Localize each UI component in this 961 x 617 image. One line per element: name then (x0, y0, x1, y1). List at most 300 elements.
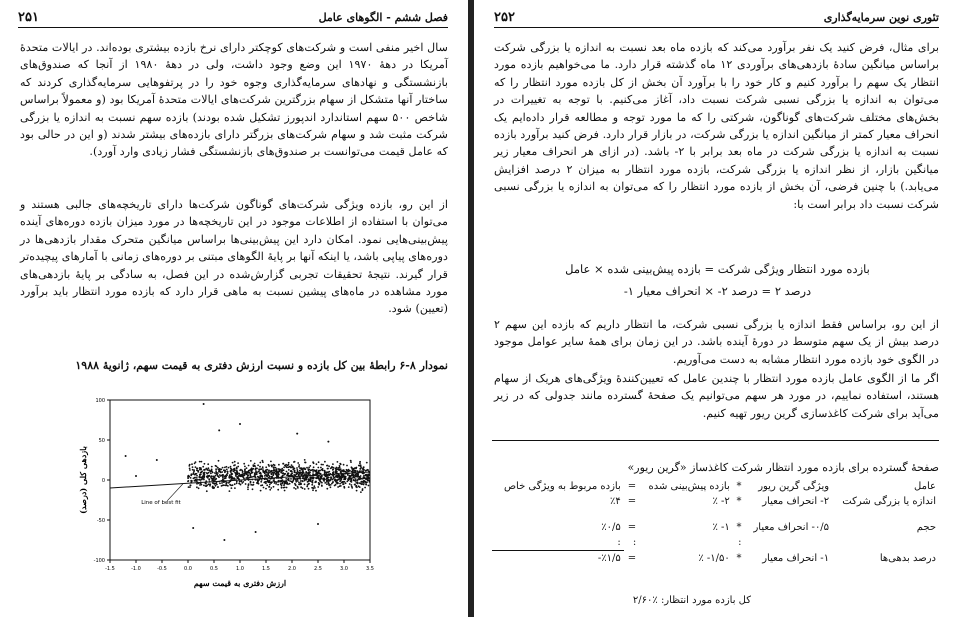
data-point (306, 486, 308, 488)
data-point (302, 468, 304, 470)
data-point (294, 470, 296, 472)
table-row (492, 520, 939, 535)
data-point (343, 464, 345, 466)
data-point (236, 481, 238, 483)
data-point (288, 469, 290, 471)
data-point (302, 481, 304, 483)
data-point (265, 469, 267, 471)
data-point (327, 478, 329, 480)
data-point (289, 483, 291, 485)
data-point (207, 463, 209, 465)
table-title: صفحهٔ گسترده برای بازده مورد انتظار شرکت کاغذساز «گرین ریور» (627, 461, 939, 474)
left-running-title: فصل ششم - الگوهای عامل (318, 11, 448, 24)
data-point-outlier (317, 523, 319, 525)
data-point (270, 487, 272, 489)
data-point (245, 473, 247, 475)
data-point (359, 462, 361, 464)
data-point (326, 488, 328, 490)
data-point (259, 462, 261, 464)
x-tick-label: 2.5 (314, 566, 322, 572)
data-point (187, 475, 189, 477)
data-point (223, 469, 225, 471)
data-point (264, 473, 266, 475)
data-point (350, 478, 352, 480)
data-point (293, 478, 295, 480)
table-cell: ۲- ٪ (712, 496, 730, 507)
data-point (189, 484, 191, 486)
data-point (204, 472, 206, 474)
data-point (337, 486, 339, 488)
data-point (253, 482, 255, 484)
data-point (250, 473, 252, 475)
table-cell: حجم (916, 522, 936, 533)
data-point (282, 475, 284, 477)
data-point (259, 472, 261, 474)
data-point (268, 465, 270, 467)
data-point (254, 463, 256, 465)
data-point (354, 475, 356, 477)
data-point (208, 472, 210, 474)
data-point-outlier (296, 433, 298, 435)
data-point (244, 468, 246, 470)
data-point (234, 461, 236, 463)
data-point (263, 482, 265, 484)
left-page-header (18, 8, 448, 28)
data-point (199, 474, 201, 476)
data-point (260, 485, 262, 487)
table-header-cell: * (736, 481, 742, 492)
data-point-outlier (135, 475, 137, 477)
x-tick-label: 0.5 (210, 566, 218, 572)
data-point (222, 478, 224, 480)
data-point (353, 476, 355, 478)
data-point (240, 484, 242, 486)
data-point (278, 480, 280, 482)
data-point (281, 469, 283, 471)
data-point (297, 480, 299, 482)
data-point (288, 466, 290, 468)
data-point (332, 463, 334, 465)
data-point (343, 486, 345, 488)
data-point (350, 460, 352, 462)
data-point (203, 473, 205, 475)
table-cell: درصد بدهی‌ها (879, 552, 936, 564)
data-point (234, 472, 236, 474)
total-expected-return (633, 595, 751, 606)
data-point (287, 483, 289, 485)
data-point (209, 485, 211, 487)
data-point (319, 472, 321, 474)
data-point (328, 465, 330, 467)
data-point (289, 480, 291, 482)
data-point (200, 477, 202, 479)
data-point (362, 468, 364, 470)
data-point-outlier (218, 429, 220, 431)
data-point (296, 477, 298, 479)
data-point (246, 467, 248, 469)
data-point (224, 467, 226, 469)
data-point (291, 472, 293, 474)
data-point (352, 473, 354, 475)
table-header-cell: بازده پیش‌بینی شده (648, 481, 730, 492)
data-point (337, 461, 339, 463)
data-point (312, 487, 314, 489)
data-point (241, 482, 243, 484)
y-tick-label: 100 (95, 398, 105, 404)
data-point (312, 482, 314, 484)
data-point (356, 486, 358, 488)
figure-title: نمودار ۸-۶ رابطهٔ بین کل بازده و نسبت ارزش دفتری به قیمت سهم، ژانویهٔ ۱۹۸۸ (75, 359, 448, 372)
spreadsheet-grid (492, 479, 939, 566)
data-point (206, 490, 208, 492)
data-point (363, 477, 365, 479)
data-point (356, 480, 358, 482)
data-point (342, 482, 344, 484)
data-point (232, 462, 234, 464)
data-point (221, 471, 223, 473)
table-cell: ۰/۵- انحراف معیار (753, 522, 830, 533)
data-point (322, 464, 324, 466)
data-point (279, 469, 281, 471)
data-point (312, 461, 314, 463)
data-point (298, 482, 300, 484)
y-tick-label: 0 (101, 478, 105, 484)
data-point (269, 484, 271, 486)
data-point (276, 470, 278, 472)
data-point (354, 470, 356, 472)
data-point (237, 473, 239, 475)
table-cell: = (627, 496, 637, 507)
data-point (194, 480, 196, 482)
data-point (353, 468, 355, 470)
data-point (201, 461, 203, 463)
data-point (224, 478, 226, 480)
data-point (188, 480, 190, 482)
data-point (276, 473, 278, 475)
data-point (191, 463, 193, 465)
data-point (339, 483, 341, 485)
data-point (363, 480, 365, 482)
data-point (286, 487, 288, 489)
data-point (259, 466, 261, 468)
data-point (250, 476, 252, 478)
data-point (195, 473, 197, 475)
data-point (349, 483, 351, 485)
data-point (327, 471, 329, 473)
data-point (217, 472, 219, 474)
data-point (274, 472, 276, 474)
data-point (287, 465, 289, 467)
data-point (296, 467, 298, 469)
data-point (202, 475, 204, 477)
data-point (262, 468, 264, 470)
data-point (231, 487, 233, 489)
best-fit-annotation: Line of best fit (141, 500, 181, 506)
data-point (275, 483, 277, 485)
data-point (336, 476, 338, 478)
data-point-outlier (327, 441, 329, 443)
data-point (344, 479, 346, 481)
data-point (230, 466, 232, 468)
data-point (341, 478, 343, 480)
data-point (190, 477, 192, 479)
y-tick-label: -100 (93, 558, 105, 564)
data-point (225, 485, 227, 487)
data-point (298, 466, 300, 468)
data-point (347, 474, 349, 476)
data-point (271, 470, 273, 472)
data-point (327, 465, 329, 467)
table-row (492, 535, 939, 551)
data-point (320, 477, 322, 479)
x-tick-label: 1.0 (236, 566, 244, 572)
data-point (211, 480, 213, 482)
data-point (365, 483, 367, 485)
right-paragraph-1: برای مثال، فرض کنید یک نفر برآورد می‌کند که بازده ماه بعد نسبت به اندازه یا بزرگی شرکت براساس میانگین سادهٔ بازدهی‌های برآوردی ۱۲ ماه گذشته قرار دارد. ما می‌خواهیم بازده مورد انتظار یک سهم را برآورد کنیم و کار خود را با برآورد آن بخش از کل بازده مورد انتظار را که می‌توان به اندازه یا بزرگی نسبی شرکت نسبت داد، آغاز می‌کنیم. با توجه به تغییرات در بخش‌های مختلف شرکت‌های گوناگون، شرکتی را که ما مورد توجه و مطالعه قرار داده‌ایم یک انحراف معیار کمتر از میانگین اندازه یا بزرگی شرکت، در بازار قرار دارد. فرض کنید برآورد بازده نسبت به اندازه یا بزرگی شرکت در ماه بعد برابر با ۲- باشد. (در ازای هر انحراف معیار زیر میانگین بازار، از نظر اندازه یا بزرگی شرکت، بازده مورد انتظار به میزان ۲ درصد افزایش می‌یابد.) با چنین فرضی، آن بخش از بازده مورد انتظار را که می‌توان به اندازه یا بزرگی نسبی شرکت نسبت داد برابر است با: (494, 41, 940, 211)
data-point (268, 475, 270, 477)
data-point (201, 470, 203, 472)
data-point (271, 476, 273, 478)
data-point-outlier (156, 459, 158, 461)
data-point (304, 462, 306, 464)
data-point (360, 491, 362, 493)
data-point (277, 472, 279, 474)
data-point (271, 473, 273, 475)
data-point (299, 473, 301, 475)
data-point (312, 471, 314, 473)
data-point (283, 487, 285, 489)
data-point (277, 489, 279, 491)
data-point (367, 479, 369, 481)
data-point (240, 480, 242, 482)
data-point (227, 471, 229, 473)
data-point (307, 481, 309, 483)
data-point (193, 472, 195, 474)
y-axis-label: بازدهی کلی (درصد) (78, 446, 88, 514)
data-point (275, 467, 277, 469)
data-point (287, 479, 289, 481)
data-point (211, 466, 213, 468)
data-point (340, 477, 342, 479)
data-point (273, 486, 275, 488)
data-point (290, 478, 292, 480)
annotation-pointer (167, 484, 183, 501)
data-point (198, 487, 200, 489)
table-header-cell: بازده مربوط به ویژگی خاص (503, 481, 621, 492)
table-cell: * (736, 496, 742, 507)
data-point (262, 466, 264, 468)
data-point (242, 471, 244, 473)
data-point (316, 463, 318, 465)
data-point (234, 478, 236, 480)
data-point (359, 482, 361, 484)
data-point (300, 486, 302, 488)
data-point (187, 477, 189, 479)
data-point (299, 467, 301, 469)
data-point (231, 476, 233, 478)
data-point (252, 488, 254, 490)
table-cell: = (627, 522, 637, 533)
table-header-cell: عامل (914, 481, 936, 492)
data-point (250, 484, 252, 486)
data-point (281, 487, 283, 489)
table-cell (745, 535, 833, 551)
data-point (361, 483, 363, 485)
table-cell: * (736, 522, 742, 533)
data-point (189, 468, 191, 470)
data-point (250, 482, 252, 484)
data-point (272, 474, 274, 476)
right-page (474, 0, 961, 617)
data-point (334, 485, 336, 487)
data-point (276, 476, 278, 478)
data-point (366, 476, 368, 478)
data-point (345, 482, 347, 484)
data-point (248, 484, 250, 486)
data-point (333, 467, 335, 469)
data-point (331, 467, 333, 469)
data-point (282, 463, 284, 465)
data-point (365, 470, 367, 472)
right-running-title: تئوری نوین سرمایه‌گذاری (823, 11, 939, 24)
data-point (326, 481, 328, 483)
data-point (304, 480, 306, 482)
data-point (192, 466, 194, 468)
data-point (248, 465, 250, 467)
data-point (318, 484, 320, 486)
data-point (215, 465, 217, 467)
data-point (258, 468, 260, 470)
table-cell: ۱- انحراف معیار (762, 552, 830, 564)
table-cell (832, 535, 939, 551)
data-point (232, 477, 234, 479)
data-point (253, 484, 255, 486)
data-point (340, 485, 342, 487)
scatter-chart (70, 380, 400, 610)
data-point (324, 461, 326, 463)
spreadsheet-table (492, 440, 939, 566)
table-cell: : (617, 537, 621, 548)
data-point (218, 460, 220, 462)
data-point (260, 481, 262, 483)
table-cell: ٪۰/۵ (601, 522, 621, 533)
data-point (247, 474, 249, 476)
data-point (219, 470, 221, 472)
data-point (312, 489, 314, 491)
data-point (217, 475, 219, 477)
y-tick-label: 50 (98, 438, 105, 444)
data-point (208, 478, 210, 480)
data-point (354, 484, 356, 486)
data-point (202, 478, 204, 480)
data-point (327, 481, 329, 483)
data-point (271, 481, 273, 483)
data-point (213, 477, 215, 479)
data-point (257, 476, 259, 478)
data-point (269, 489, 271, 491)
data-point (336, 479, 338, 481)
data-point (260, 468, 262, 470)
data-point (217, 486, 219, 488)
data-point (290, 470, 292, 472)
total-value: ٪۲/۶۰ (632, 595, 658, 606)
data-point (245, 477, 247, 479)
data-point (245, 483, 247, 485)
data-point (359, 477, 361, 479)
data-point (218, 469, 220, 471)
data-point (304, 488, 306, 490)
table-header-cell: = (627, 481, 637, 492)
data-point (199, 467, 201, 469)
data-point (346, 465, 348, 467)
data-point (233, 468, 235, 470)
data-point (308, 479, 310, 481)
data-point (330, 486, 332, 488)
data-point (254, 465, 256, 467)
data-point (344, 476, 346, 478)
data-point (224, 471, 226, 473)
data-point (312, 469, 314, 471)
left-paragraph-1: سال اخیر منفی است و شرکت‌های کوچکتر دارای نرخ بازده بیشتری بوده‌اند. در ایالات متحدهٔ آمریکا در دههٔ ۱۹۷۰ این وضع وجود داشت، ولی در دههٔ ۱۹۸۰ از آنجا که صندوق‌های بازنشستگی و نهادهای سرمایه‌گذاری وجوه خود را در پرتفوهایی سرمایه‌گذاری کردند که ساختار آنها متشکل از سهام بزرگترین شرکت‌های ایالات متحدهٔ آمریکا بود (و معمولاً براساس شاخص ۵۰۰ سهم استاندارد اندپورز تشکیل شده بودند) بازده سهم نسبت به اندازه یا بزرگی شرکت مثبت شد و سهام شرکت‌های بزرگتر دارای بازده‌های بیشتر شدند (و این در حالی بود که عامل قیمت می‌توانست بر صندوق‌های بازنشستگی فشار زیادی وارد آورد). (20, 41, 448, 159)
data-point (233, 470, 235, 472)
data-point (269, 480, 271, 482)
data-point (256, 468, 258, 470)
data-point (299, 470, 301, 472)
data-point (344, 481, 346, 483)
data-point (339, 463, 341, 465)
data-point (252, 464, 254, 466)
data-point (228, 467, 230, 469)
data-point (199, 484, 201, 486)
data-point (304, 459, 306, 461)
data-point (368, 478, 370, 480)
data-point (332, 479, 334, 481)
data-point (219, 483, 221, 485)
data-point (248, 471, 250, 473)
data-point (351, 486, 353, 488)
data-point (221, 482, 223, 484)
data-point (214, 472, 216, 474)
right-page-number: ۲۵۲ (494, 10, 515, 25)
data-point (259, 475, 261, 477)
data-point (348, 486, 350, 488)
data-point (322, 470, 324, 472)
data-point (300, 478, 302, 480)
data-point (268, 486, 270, 488)
data-point (203, 469, 205, 471)
data-point (318, 470, 320, 472)
formula-line-1: بازده مورد انتظار ویژگی شرکت = بازده پیش‌بینی شده × عامل (565, 262, 870, 276)
data-point (287, 474, 289, 476)
data-point (308, 467, 310, 469)
data-point (237, 462, 239, 464)
data-point (326, 483, 328, 485)
table-cell: : (738, 537, 742, 548)
data-point (364, 487, 366, 489)
table-cell: ٪۱/۵- (492, 551, 624, 567)
data-point (291, 481, 293, 483)
right-paragraph-3: اگر ما از الگوی عامل بازده مورد انتظار با چندین عامل که تعیین‌کنندهٔ ویژگی‌های هریک از سهام هستند، استفاده نماییم، در مورد هر سهم می‌توانیم یک صفحهٔ گسترده مانند جدولی که در زیر می‌آید برای شرکت کاغذسازی گرین ریور تهیه کنیم. (494, 372, 939, 420)
data-point (225, 476, 227, 478)
data-point-outlier (223, 539, 225, 541)
data-point (319, 479, 321, 481)
data-point (270, 461, 272, 463)
data-point (191, 473, 193, 475)
data-point (207, 469, 209, 471)
x-tick-label: 0.0 (184, 566, 192, 572)
data-point (215, 485, 217, 487)
scatter-chart-svg (70, 380, 400, 610)
